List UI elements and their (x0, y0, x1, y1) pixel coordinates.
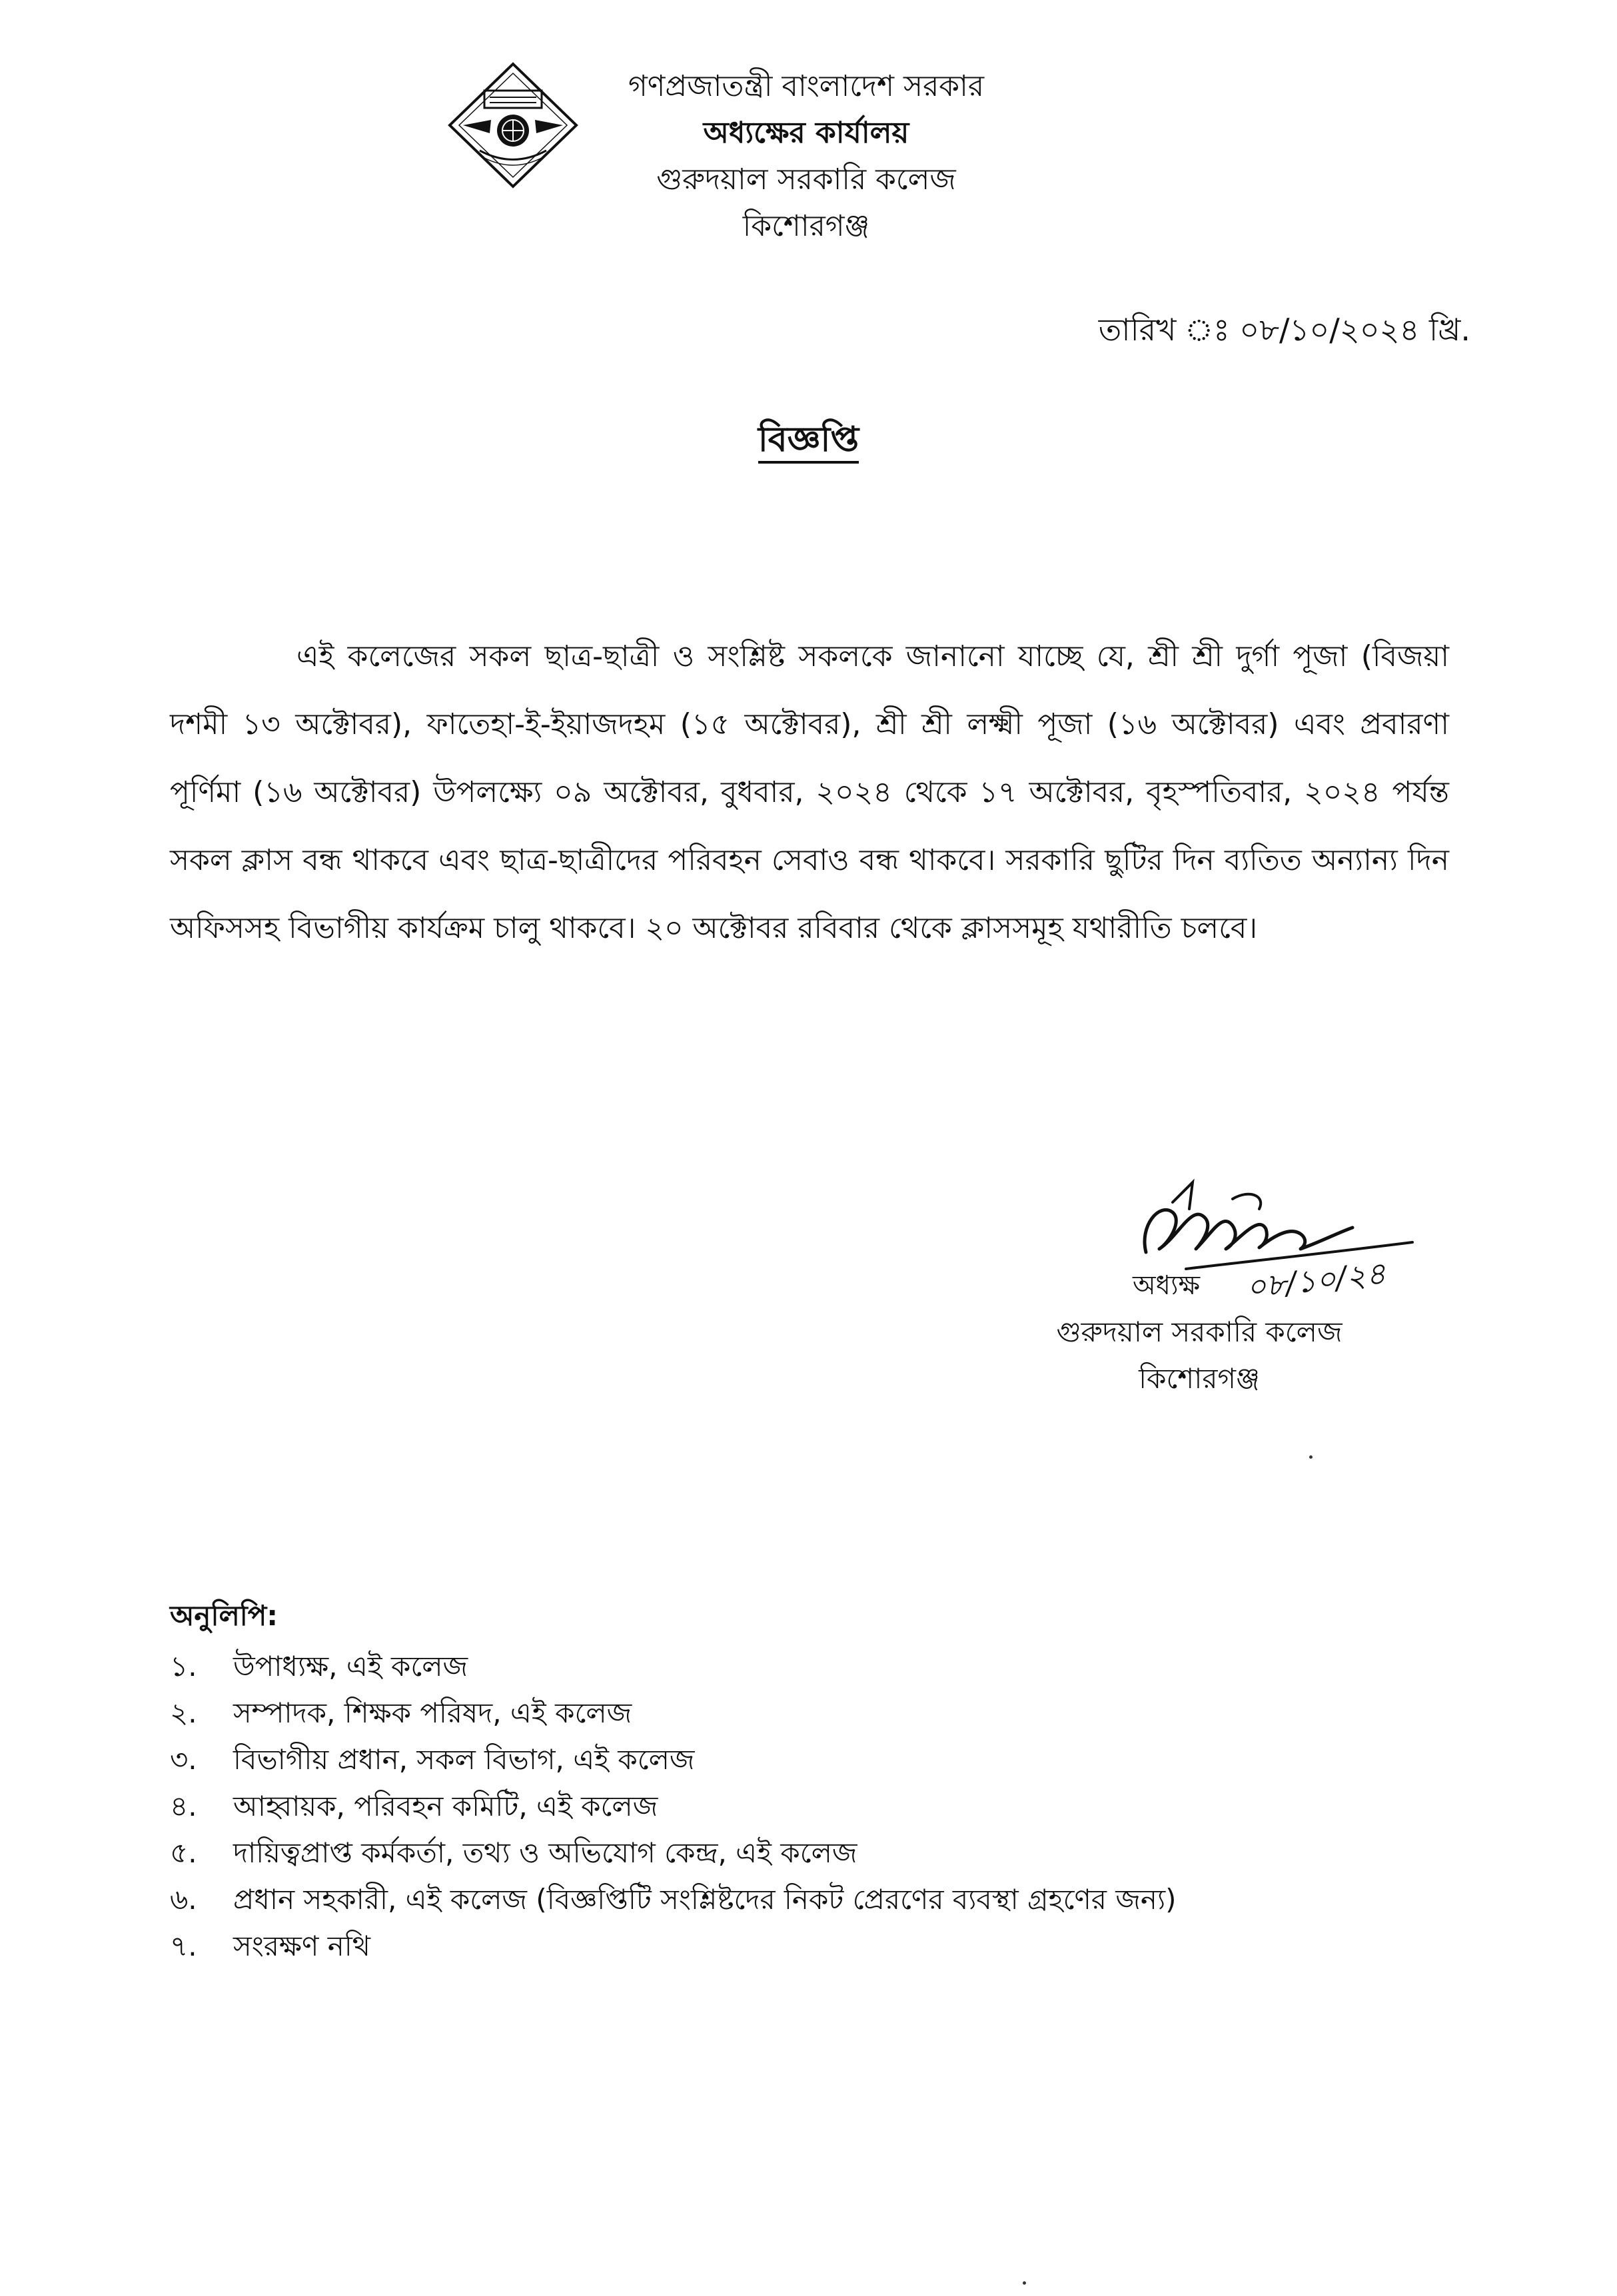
copy-item (170, 1783, 1502, 1830)
copy-distribution (170, 1595, 1502, 1970)
copy-item-text: সংরক্ষণ নথি (233, 1930, 370, 1962)
scan-speck (1023, 2281, 1026, 2285)
college-name: গুরুদয়াল সরকারি কলেজ (656, 163, 956, 196)
copy-item-number: ৬. (170, 1883, 197, 1916)
copy-item (170, 1876, 1502, 1923)
copy-item-number: ৫. (170, 1836, 197, 1869)
government-name: গণপ্রজাতন্ত্রী বাংলাদেশ সরকার (628, 69, 985, 103)
city-name: কিশোরগঞ্জ (742, 209, 870, 243)
notice-title-wrapper (0, 416, 1617, 463)
signatory-college: গুরুদয়াল সরকারি কলেজ (1056, 1316, 1343, 1348)
signatory-city: কিশোরগঞ্জ (1139, 1362, 1260, 1395)
notice-date: তারিখ ঃ ০৮/১০/২০২৪ খ্রি. (1098, 312, 1470, 348)
copy-item-text: বিভাগীয় প্রধান, সকল বিভাগ, এই কলেজ (233, 1743, 695, 1776)
copy-item (170, 1923, 1502, 1970)
copy-item-number: ৭. (170, 1930, 197, 1962)
copy-item (170, 1643, 1502, 1690)
office-name: অধ্যক্ষের কার্যালয় (703, 116, 909, 150)
copy-item-text: প্রধান সহকারী, এই কলেজ (বিজ্ঞপ্তিটি সংশ্লিষ্টদের নিকট প্রেরণের ব্যবস্থা গ্রহণের জন্য) (233, 1883, 1177, 1916)
copy-item (170, 1736, 1502, 1783)
notice-body: এই কলেজের সকল ছাত্র-ছাত্রী ও সংশ্লিষ্ট সকলকে জানানো যাচ্ছে যে, শ্রী শ্রী দুর্গা পূজা (বিজয়া দশমী ১৩ অক্টোবর), ফাতেহা-ই-ইয়াজদহম (১৫ অক্টোবর), শ্রী শ্রী লক্ষ্মী পূজা (১৬ অক্টোবর) এবং প্রবারণা পূর্ণিমা (১৬ অক্টোবর) উপলক্ষ্যে ০৯ অক্টোবর, বুধবার, ২০২৪ থেকে ১৭ অক্টোবর, বৃহস্পতিবার, ২০২৪ পর্যন্ত সকল ক্লাস বন্ধ থাকবে এবং ছাত্র-ছাত্রীদের পরিবহন সেবাও বন্ধ থাকবে। সরকারি ছুটির দিন ব্যতিত অন্যান্য দিন অফিসসহ বিভাগীয় কার্যক্রম চালু থাকবে। ২০ অক্টোবর রবিবার থেকে ক্লাসসমূহ যথারীতি চলবে। (170, 639, 1449, 945)
copy-item-number: ১. (170, 1650, 197, 1683)
copy-item-number: ২. (170, 1697, 197, 1729)
copy-item (170, 1830, 1502, 1876)
handwritten-date: ০৮/১০/২৪ (1244, 1255, 1388, 1306)
copy-heading: অনুলিপি: (170, 1599, 278, 1632)
signatory-designation: অধ্যক্ষ (1133, 1270, 1201, 1301)
copy-list (170, 1643, 1502, 1970)
scan-speck (1309, 1455, 1313, 1459)
copy-item-text: সম্পাদক, শিক্ষক পরিষদ, এই কলেজ (233, 1697, 632, 1729)
notice-title: বিজ্ঞপ্তি (758, 420, 859, 464)
letterhead (533, 63, 1079, 250)
copy-item-text: উপাধ্যক্ষ, এই কলেজ (233, 1650, 468, 1683)
copy-item-text: দায়িত্বপ্রাপ্ত কর্মকর্তা, তথ্য ও অভিযোগ কেন্দ্র, এই কলেজ (233, 1836, 857, 1869)
copy-item-number: ৪. (170, 1790, 197, 1822)
copy-item-number: ৩. (170, 1743, 197, 1776)
copy-item (170, 1690, 1502, 1736)
copy-item-text: আহ্বায়ক, পরিবহন কমিটি, এই কলেজ (233, 1790, 658, 1822)
